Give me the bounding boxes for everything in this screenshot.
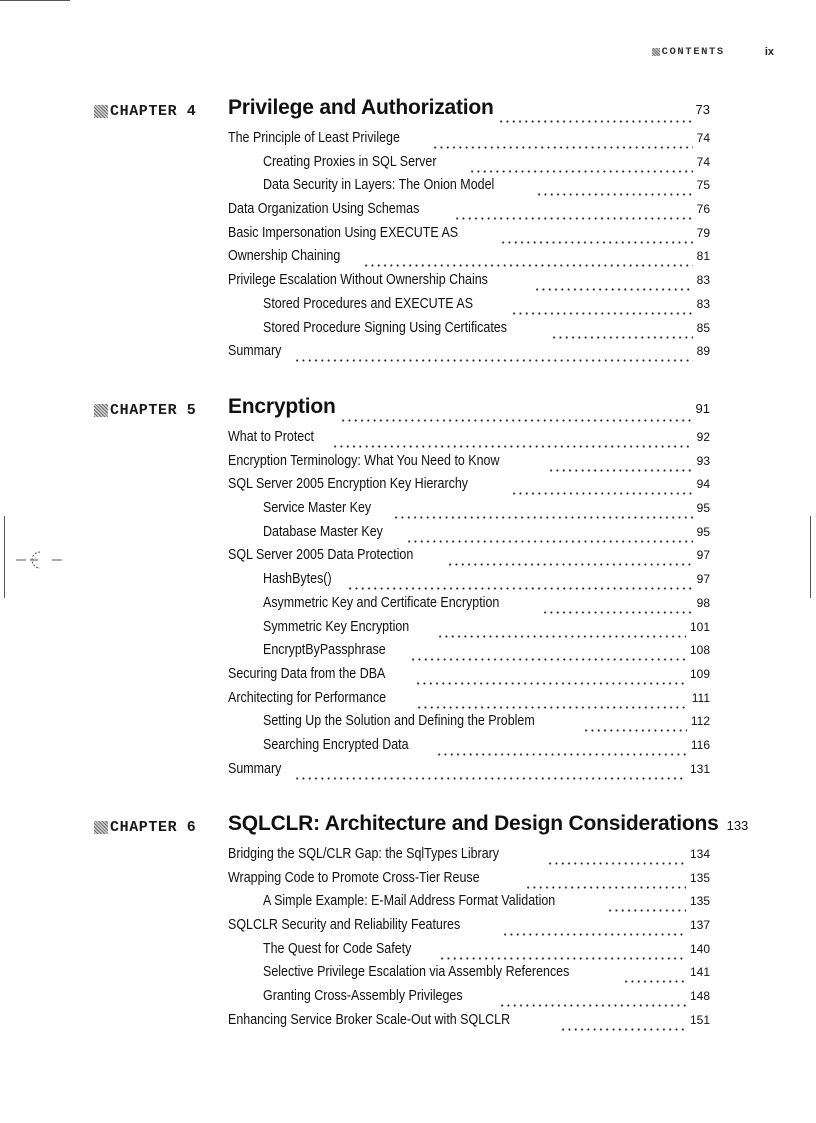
entry-page-number: 98 [696, 595, 710, 610]
dot-leader [502, 932, 686, 937]
chapter-page-number: 133 [726, 818, 749, 833]
toc-subentry [0, 619, 816, 643]
chapter-label [94, 402, 196, 419]
dot-leader [363, 263, 693, 268]
toc-entry [0, 870, 816, 894]
toc-subentry [0, 941, 816, 965]
toc-subentry [0, 595, 816, 619]
dot-leader [406, 539, 692, 544]
entry-title: The Principle of Least Privilege [228, 130, 400, 146]
entry-page-number: 79 [696, 225, 710, 240]
square-bullet-icon [94, 821, 108, 834]
toc-entry [0, 272, 816, 296]
toc-subentry [0, 296, 816, 320]
entry-title: Ownership Chaining [228, 248, 341, 265]
entry-page-number: 116 [690, 737, 710, 752]
entry-page-number: 140 [689, 941, 710, 956]
entry-title: Stored Procedures and EXECUTE AS [263, 295, 474, 312]
toc-entry-link[interactable] [228, 272, 710, 294]
toc-entry-link[interactable] [263, 524, 710, 546]
entry-page-number: 75 [696, 178, 710, 193]
entry-page-number: 135 [689, 870, 710, 885]
toc-entry-link[interactable] [228, 547, 710, 569]
entry-title: SQLCLR Security and Reliability Features [228, 917, 461, 934]
toc-entry-link[interactable] [263, 988, 710, 1010]
entry-page-number: 83 [696, 273, 710, 288]
running-header [652, 44, 774, 60]
entry-page-number: 135 [689, 894, 710, 909]
toc-subentry [0, 524, 816, 548]
dot-leader [511, 491, 693, 496]
running-header-label: CONTENTS [661, 46, 725, 58]
entry-page-number: 109 [689, 666, 710, 681]
entry-page-number: 131 [689, 761, 710, 776]
entry-page-number: 81 [696, 249, 710, 264]
entry-page-number: 141 [689, 965, 710, 980]
dot-leader [447, 562, 692, 567]
dot-leader [454, 216, 692, 221]
toc-entry-link[interactable] [228, 870, 710, 892]
toc-entry [0, 453, 816, 477]
entry-title: Architecting for Performance [228, 689, 387, 706]
toc-entry-link[interactable] [228, 666, 710, 688]
toc-entry-link[interactable] [263, 964, 710, 986]
chapter-title-link[interactable] [228, 96, 710, 126]
toc-entry-link[interactable] [263, 320, 710, 342]
entry-page-number: 134 [689, 847, 710, 861]
chapter-title-wrapper [228, 812, 719, 836]
entry-title: Granting Cross-Assembly Privileges [263, 988, 463, 1005]
chapter-block [0, 812, 816, 1036]
chapter-title: Encryption [228, 395, 336, 418]
dot-leader [436, 752, 687, 757]
toc-entry [0, 476, 816, 500]
dot-leader [536, 192, 693, 197]
dot-leader [393, 515, 693, 520]
toc-entry-link[interactable] [263, 571, 710, 593]
toc-entry-link[interactable] [263, 619, 710, 641]
square-bullet-icon [94, 404, 108, 417]
entry-title: Stored Procedure Signing Using Certificates [263, 319, 507, 336]
chapter-number: CHAPTER 4 [110, 103, 197, 120]
entry-title: Symmetric Key Encryption [263, 618, 410, 635]
dot-leader [542, 610, 693, 615]
toc-entry [0, 248, 816, 272]
entry-page-number: 95 [696, 524, 710, 539]
toc-entry-link[interactable] [228, 201, 710, 223]
entry-page-number: 92 [696, 430, 710, 444]
dot-leader [499, 1003, 686, 1008]
toc-entry-link[interactable] [228, 917, 710, 939]
entry-title: SQL Server 2005 Encryption Key Hierarchy [228, 476, 469, 493]
toc-entry [0, 547, 816, 571]
toc-entry-link[interactable] [228, 453, 710, 475]
toc-subentry [0, 988, 816, 1012]
dot-leader [548, 468, 693, 473]
dot-leader [340, 418, 692, 423]
entry-title: Encryption Terminology: What You Need to Know [228, 452, 500, 469]
toc-subentry [0, 713, 816, 737]
toc-entry-link[interactable] [228, 225, 710, 247]
chapter-title-link[interactable] [228, 812, 749, 842]
chapter-block [0, 395, 816, 784]
entry-title: SQL Server 2005 Data Protection [228, 547, 414, 564]
toc-entry-link[interactable] [228, 248, 710, 270]
chapter-number: CHAPTER 6 [110, 819, 197, 836]
square-bullet-icon [652, 48, 660, 56]
toc-entry-link[interactable] [228, 130, 710, 152]
toc-entry-link[interactable] [228, 846, 710, 868]
chapter-heading [0, 812, 816, 842]
toc-entry-link[interactable] [263, 296, 710, 318]
entry-title: Selective Privilege Escalation via Assembly References [263, 964, 570, 981]
entry-title: The Quest for Code Safety [263, 940, 412, 957]
chapter-label [94, 103, 196, 120]
dot-leader [347, 586, 693, 591]
dot-leader [439, 956, 685, 961]
entry-page-number: 108 [689, 643, 710, 658]
dot-leader [416, 705, 688, 710]
toc-entry-link[interactable] [228, 476, 710, 498]
dot-leader [534, 287, 692, 292]
entry-page-number: 83 [696, 296, 710, 311]
dot-leader [410, 657, 686, 662]
entry-page-number: 148 [689, 989, 710, 1004]
toc-entry-link[interactable] [263, 893, 710, 915]
dot-leader [432, 145, 693, 150]
chapter-heading [0, 395, 816, 425]
toc-subentry [0, 500, 816, 524]
toc-entry-link[interactable] [228, 690, 710, 712]
entry-page-number: 85 [696, 320, 710, 335]
chapter-title: Privilege and Authorization [228, 96, 494, 119]
dot-leader [294, 776, 686, 781]
toc-subentry [0, 154, 816, 178]
toc-entry-link[interactable] [228, 429, 710, 451]
chapter-title: SQLCLR: Architecture and Design Considerations [228, 812, 719, 835]
toc-entry-link[interactable] [263, 642, 710, 664]
dot-leader [500, 240, 693, 245]
toc-subentry [0, 893, 816, 917]
toc-entry [0, 761, 816, 785]
dot-leader [525, 885, 686, 890]
chapter-block [0, 96, 816, 367]
dot-leader [469, 169, 693, 174]
toc-entry [0, 201, 816, 225]
entry-title: Database Master Key [263, 523, 383, 540]
toc-entry-link[interactable] [263, 177, 710, 199]
entry-title: Service Master Key [263, 500, 372, 517]
entry-title: Wrapping Code to Promote Cross-Tier Reuse [228, 869, 480, 886]
toc-subentry [0, 964, 816, 988]
toc-entry-link[interactable] [263, 737, 710, 759]
entry-title: HashBytes() [263, 571, 332, 588]
entry-page-number: 111 [691, 690, 710, 705]
toc-entry-link[interactable] [263, 500, 710, 522]
dot-leader [437, 634, 686, 639]
entry-title: Asymmetric Key and Certificate Encryption [263, 594, 500, 611]
entry-page-number: 112 [690, 714, 710, 729]
toc-entry-link[interactable] [263, 713, 710, 735]
chapter-label [94, 819, 196, 836]
entry-page-number: 151 [689, 1012, 710, 1027]
entry-title: What to Protect [228, 429, 314, 445]
entry-page-number: 137 [689, 918, 710, 933]
entry-page-number: 94 [696, 477, 710, 492]
entry-list [0, 429, 816, 784]
toc-entry [0, 666, 816, 690]
dot-leader [511, 311, 692, 316]
toc-entry-link[interactable] [228, 1012, 710, 1034]
dot-leader [560, 1027, 686, 1032]
entry-page-number: 95 [696, 501, 710, 516]
toc-entry [0, 130, 816, 154]
chapter-number: CHAPTER 5 [110, 402, 197, 419]
dot-leader [415, 681, 686, 686]
entry-title: Privilege Escalation Without Ownership Chains [228, 272, 488, 289]
toc-entry-link[interactable] [228, 761, 710, 783]
chapter-title-wrapper [228, 395, 336, 419]
chapter-page-number: 73 [695, 102, 710, 117]
toc-entry [0, 225, 816, 249]
entry-page-number: 101 [689, 619, 710, 634]
page-number: ix [764, 46, 774, 58]
dot-leader [498, 119, 692, 124]
entry-page-number: 89 [696, 344, 710, 359]
entry-list [0, 846, 816, 1036]
entry-page-number: 93 [696, 453, 710, 468]
entry-title: Securing Data from the DBA [228, 665, 386, 682]
entry-title: A Simple Example: E-Mail Address Format Validation [263, 893, 556, 910]
toc-subentry [0, 737, 816, 761]
chapter-heading [0, 96, 816, 126]
square-bullet-icon [94, 105, 108, 118]
entry-page-number: 97 [696, 572, 710, 587]
dot-leader [583, 728, 687, 733]
dot-leader [332, 444, 693, 449]
toc-subentry [0, 320, 816, 344]
toc-entry [0, 690, 816, 714]
dot-leader [551, 335, 693, 340]
dot-leader [623, 979, 686, 984]
dot-leader [607, 908, 686, 913]
entry-title: EncryptByPassphrase [263, 642, 386, 659]
toc-entry [0, 917, 816, 941]
entry-page-number: 76 [696, 202, 710, 217]
entry-title: Summary [228, 760, 282, 777]
dot-leader [547, 861, 686, 866]
toc-entry [0, 846, 816, 870]
chapter-title-wrapper [228, 96, 494, 120]
entry-title: Data Organization Using Schemas [228, 201, 420, 218]
dot-leader [294, 358, 693, 363]
entry-list [0, 130, 816, 367]
entry-page-number: 74 [696, 154, 710, 169]
entry-title: Basic Impersonation Using EXECUTE AS [228, 224, 459, 241]
toc-subentry [0, 571, 816, 595]
toc-entry-link[interactable] [263, 595, 710, 617]
toc-subentry [0, 642, 816, 666]
entry-title: Enhancing Service Broker Scale-Out with SQLCLR [228, 1011, 511, 1028]
toc-entry [0, 1012, 816, 1036]
entry-title: Searching Encrypted Data [263, 736, 409, 753]
toc-entry-link[interactable] [263, 154, 710, 176]
toc-entry-link[interactable] [228, 343, 710, 365]
toc-subentry [0, 177, 816, 201]
crop-mark-top [0, 0, 70, 1]
entry-title: Data Security in Layers: The Onion Model [263, 177, 495, 194]
chapter-title-link[interactable] [228, 395, 710, 425]
entry-title: Setting Up the Solution and Defining the Problem [263, 713, 535, 730]
entry-title: Creating Proxies in SQL Server [263, 153, 437, 170]
entry-page-number: 97 [696, 548, 710, 563]
entry-title: Bridging the SQL/CLR Gap: the SqlTypes Library [228, 846, 500, 862]
toc-entry [0, 429, 816, 453]
toc-entry-link[interactable] [263, 941, 710, 963]
toc-entry [0, 343, 816, 367]
entry-page-number: 74 [696, 131, 710, 145]
entry-title: Summary [228, 343, 282, 360]
chapter-page-number: 91 [695, 401, 710, 416]
